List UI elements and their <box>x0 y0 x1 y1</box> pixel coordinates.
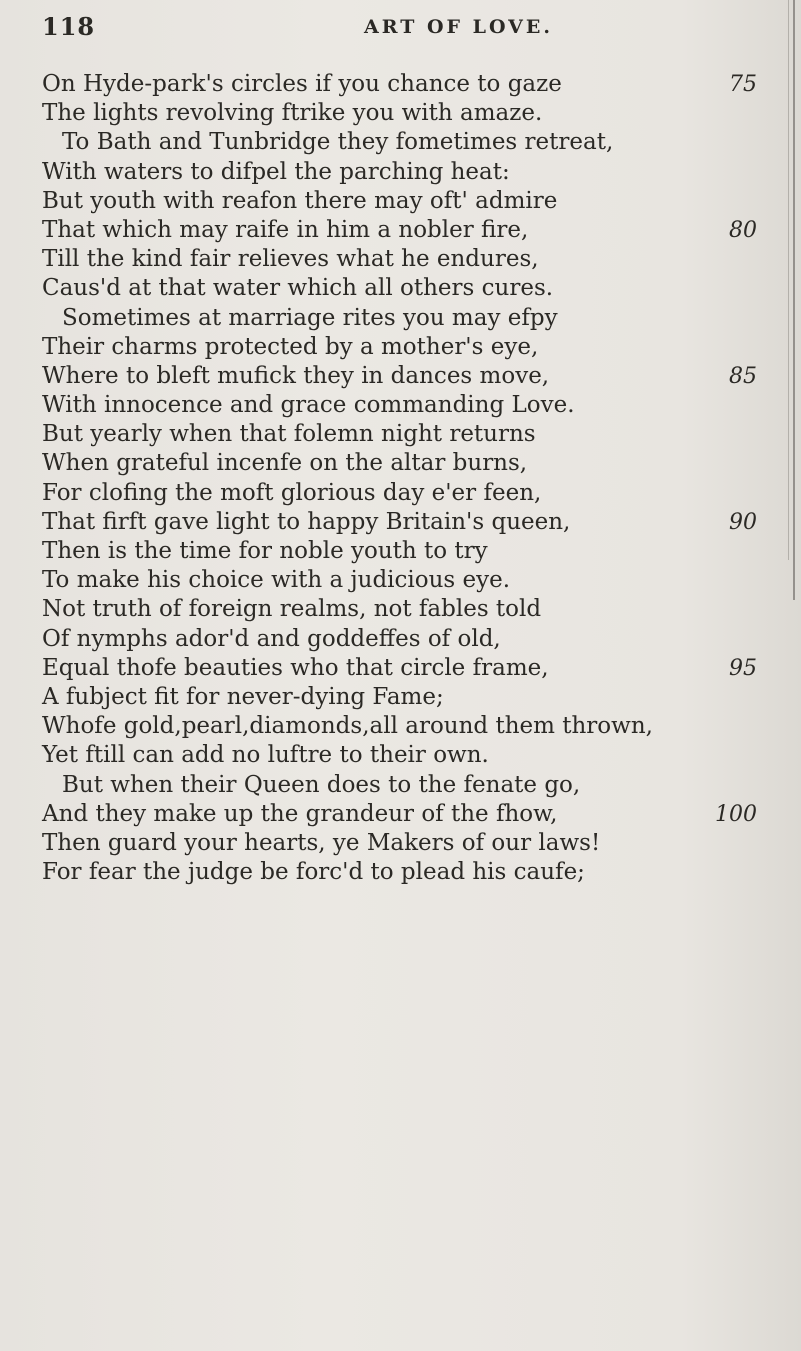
poem-line-text: Of nymphs ador'd and goddeffes of old, <box>42 625 501 652</box>
poem-line-text: But youth with reafon there may oft' admire <box>42 187 558 214</box>
line-number: 80 <box>729 217 757 243</box>
poem-line-text: On Hyde-park's circles if you chance to gaze <box>42 71 562 97</box>
poem-line-text: Then is the time for noble youth to try <box>42 538 488 564</box>
poem-line <box>42 158 757 187</box>
poem-line-text: With innocence and grace commanding Love. <box>42 392 575 419</box>
running-head: ART OF LOVE. <box>364 16 554 38</box>
poem-line-text: Till the kind fair relieves what he endures, <box>42 246 539 273</box>
poem-line-text: Yet ftill can add no luftre to their own. <box>42 742 489 769</box>
poem-line <box>42 216 757 245</box>
poem-line <box>42 245 757 274</box>
poem-line <box>42 274 757 303</box>
line-number: 90 <box>729 509 757 535</box>
page-number: 118 <box>42 12 96 41</box>
poem-line-text: Whofe gold,pearl,diamonds,all around them thrown, <box>42 713 653 740</box>
poem-line <box>42 771 757 800</box>
poem-line <box>42 537 757 566</box>
poem-line-text: Equal thofe beauties who that circle frame, <box>42 654 549 681</box>
poem-line <box>42 595 757 624</box>
page-edge-line <box>788 0 789 560</box>
poem-line-text: When grateful incenfe on the altar burns, <box>42 450 528 477</box>
poem-line <box>42 128 757 157</box>
poem-line-text: Then guard your hearts, ye Makers of our laws! <box>42 829 601 856</box>
poem-line <box>42 625 757 654</box>
poem-line-text: With waters to difpel the parching heat: <box>42 158 510 185</box>
poem-line-text: For clofing the moft glorious day e'er feen, <box>42 479 542 506</box>
poem-line-text: Not truth of foreign realms, not fables told <box>42 596 542 623</box>
line-number: 75 <box>729 72 757 97</box>
poem-line <box>42 187 757 216</box>
line-number: 100 <box>715 801 757 827</box>
poem-line <box>42 362 757 391</box>
poem-line <box>42 508 757 537</box>
poem-line <box>42 391 757 420</box>
poem-line-text: But yearly when that folemn night returns <box>42 421 536 448</box>
poem-line-text: Caus'd at that water which all others cures. <box>42 275 554 302</box>
poem-line-text: To make his choice with a judicious eye. <box>42 567 511 594</box>
poem-line <box>42 683 757 712</box>
poem-line <box>42 304 757 333</box>
poem-line <box>42 479 757 508</box>
poem-line-text: A fubject fit for never-dying Fame; <box>42 683 444 710</box>
poem-line <box>42 420 757 449</box>
poem-line-text: For fear the judge be forc'd to plead his caufe; <box>42 859 585 886</box>
poem-line <box>42 741 757 770</box>
poem-line <box>42 70 757 99</box>
poem-line-text: The lights revolving ftrike you with amaze. <box>42 100 543 127</box>
line-number: 85 <box>729 363 757 389</box>
poem-line-text: To Bath and Tunbridge they fometimes retreat, <box>62 129 614 156</box>
poem-line <box>42 654 757 683</box>
poem-line <box>42 712 757 741</box>
poem-line <box>42 858 757 887</box>
poem-line <box>42 333 757 362</box>
poem-line <box>42 99 757 128</box>
poem-line <box>42 800 757 829</box>
poem-line <box>42 829 757 858</box>
poem-text-block <box>42 70 757 887</box>
poem-line-text: Their charms protected by a mother's eye, <box>42 333 539 360</box>
poem-line-text: Sometimes at marriage rites you may efpy <box>62 304 558 331</box>
poem-line-text: That firft gave light to happy Britain's queen, <box>42 508 571 535</box>
page-header <box>42 12 761 52</box>
line-number: 95 <box>729 655 757 681</box>
poem-line <box>42 566 757 595</box>
poem-line-text: But when their Queen does to the fenate go, <box>62 771 581 798</box>
poem-line-text: Where to bleft mufick they in dances move, <box>42 362 550 389</box>
page-edge-shadow <box>793 0 795 600</box>
poem-line-text: That which may raife in him a nobler fire, <box>42 216 529 243</box>
poem-line <box>42 449 757 478</box>
poem-line-text: And they make up the grandeur of the fhow, <box>42 800 558 827</box>
